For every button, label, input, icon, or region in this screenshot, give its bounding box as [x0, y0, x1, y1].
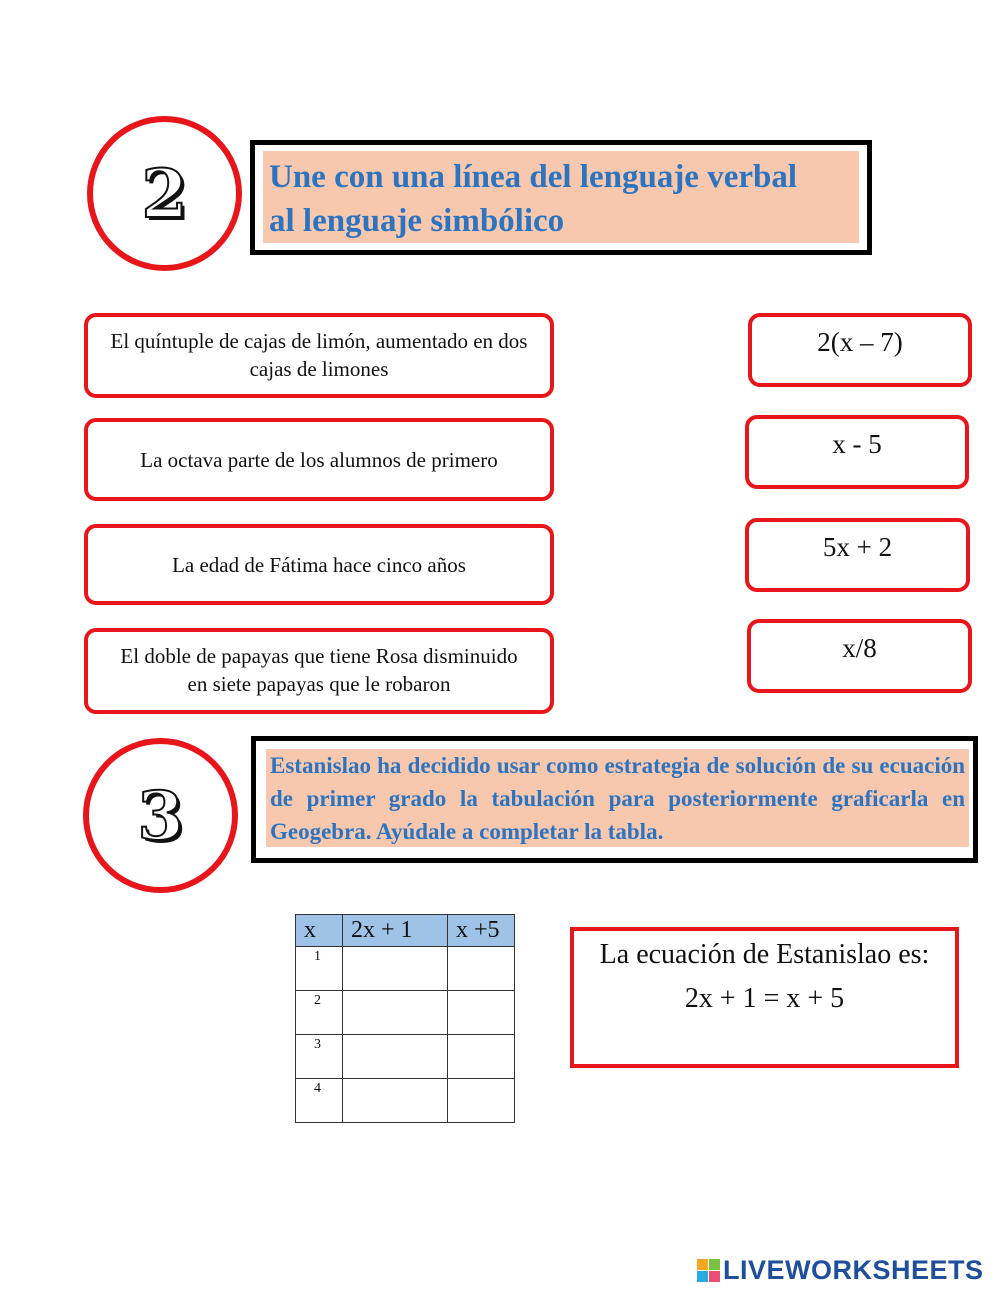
verbal-text: El doble de papayas que tiene Rosa disminuido en siete papayas que le robaron: [120, 644, 518, 696]
x-value: 4: [296, 1079, 343, 1123]
section-2-title: [263, 151, 859, 247]
answer-cell[interactable]: [343, 991, 448, 1035]
verbal-card-2[interactable]: [84, 418, 554, 501]
verbal-card-1[interactable]: [84, 313, 554, 398]
logo-mark-icon: [697, 1259, 720, 1282]
header-x: x: [296, 915, 343, 947]
header-2x-plus-1: 2x + 1: [343, 915, 448, 947]
section-2-title-box: [250, 140, 872, 255]
verbal-text: El quíntuple de cajas de limón, aumentado en dos cajas de limones: [110, 329, 528, 381]
table-row: [296, 991, 515, 1035]
verbal-text: La octava parte de los alumnos de primero: [140, 447, 498, 472]
table-header-row: [296, 915, 515, 947]
symbolic-card-4[interactable]: [747, 619, 972, 693]
symbolic-text: 5x + 2: [822, 532, 893, 562]
section-3-number: 3: [137, 776, 184, 855]
symbolic-card-1[interactable]: [748, 313, 972, 387]
logo-text: LIVEWORKSHEETS: [723, 1254, 984, 1285]
verbal-text: La edad de Fátima hace cinco años: [172, 552, 466, 577]
symbolic-text: x - 5: [832, 429, 882, 459]
symbolic-text: 2(x – 7): [817, 327, 903, 357]
answer-cell[interactable]: [343, 1079, 448, 1123]
section-3-instruction-box: [251, 736, 978, 863]
x-value: 3: [296, 1035, 343, 1079]
answer-cell[interactable]: [448, 991, 515, 1035]
liveworksheets-logo: [697, 1253, 997, 1287]
tabulation-table: [295, 914, 515, 1123]
equation-box: [570, 927, 959, 1068]
equation-value: 2x + 1 = x + 5: [684, 983, 845, 1014]
table-row: [296, 947, 515, 991]
header-x-plus-5: x +5: [448, 915, 515, 947]
answer-cell[interactable]: [448, 1079, 515, 1123]
answer-cell[interactable]: [448, 947, 515, 991]
section-2-circle: [87, 116, 242, 271]
symbolic-text: x/8: [842, 633, 877, 663]
section-3-instruction: Estanislao ha decidido usar como estrategia de solución de su ecuación de primer grado la tabulación para posteriormente graficarla en Geogebra. Ayúdale a completar la tabla.: [270, 753, 965, 844]
section-3-circle: [83, 738, 238, 893]
equation-label: La ecuación de Estanislao es:: [599, 939, 930, 970]
table-row: [296, 1079, 515, 1123]
symbolic-card-3[interactable]: [745, 518, 970, 592]
title-line-1: Une con una línea del lenguaje verbal: [269, 159, 798, 195]
answer-cell[interactable]: [343, 1035, 448, 1079]
answer-cell[interactable]: [343, 947, 448, 991]
symbolic-card-2[interactable]: [745, 415, 969, 489]
x-value: 1: [296, 947, 343, 991]
table-row: [296, 1035, 515, 1079]
answer-cell[interactable]: [448, 1035, 515, 1079]
verbal-card-3[interactable]: [84, 524, 554, 605]
title-line-2: al lenguaje simbólico: [269, 203, 565, 239]
verbal-card-4[interactable]: [84, 628, 554, 714]
x-value: 2: [296, 991, 343, 1035]
section-2-number: 2: [141, 154, 188, 233]
